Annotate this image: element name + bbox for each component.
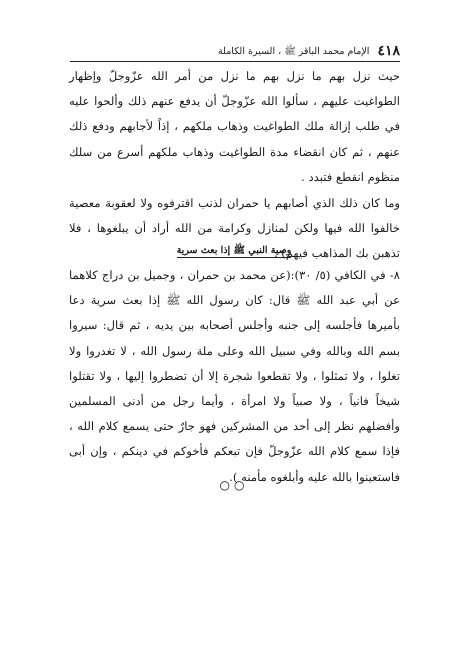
page-number: ٤١٨ [377, 43, 400, 59]
page-header [70, 41, 400, 59]
section-heading [0, 245, 468, 257]
paragraph-1: حيث نزل بهم ما نزل بهم ما نزل من أمر الله عزّوجلّ وإظهار الطواغيت عليهم ، سألوا الله عزّوجلّ أن يدفع عنهم ذلك وألحوا عليه في طلب إزالة ملك الطواغيت وذهاب ملكهم ، إذاً لأجابهم ودفع ذلك عنهم ، ثم كان انقضاء مدة الطواغيت وذهاب ملكهم أسرع من سلك منظوم انقطع فتبدد . [69, 69, 400, 184]
paragraph-3: ٨- في الكافي (٥/ ٣٠):(عن محمد بن حمران ، وجميل بن دراج كلاهما عن أبي عبد الله ﷺ قال: كان رسول الله ﷺ إذا بعث سرية دعا بأميرها فأجلسه إلى جنبه وأجلس أصحابه بين يديه ، ثم قال: سيروا بسم الله وبالله وفي سبيل الله وعلى ملة رسول الله ، لا تغدروا ولا تغلوا ، ولا تمثلوا ، ولا تقطعوا شجرة إلا أن تضطروا إليها ، ولا تقتلوا شيخاً فانياً ، ولا صبياً ولا امرأة ، وأيما رجل من أدنى المسلمين وأفضلهم نظر إلى أحد من المشركين فهو جارٌ حتى يسمع كلام الله ، فإذا سمع كلام الله عزّوجلّ فإن تبعكم فأخوكم في دينكم ، وإن أبى فاستعينوا بالله عليه وأبلغوه مأمنه ). [69, 268, 400, 484]
end-ornament: ○○ [219, 478, 249, 492]
running-title: الإمام محمد الباقر ﷺ ، السيرة الكاملة [217, 46, 370, 57]
header-divider [70, 61, 400, 62]
section-heading-text: وصية النبي ﷺ إذا بعث سرية [176, 245, 292, 256]
paragraph-2: وما كان ذلك الذي أصابهم يا حمران لذنب اقترفوه ولا لعقوبة معصية خالفوا الله فيها ولكن لمنازل وكرامة من الله أراد أن يبلغوها ، فلا تذهبن بك المذاهب فيهم) . [69, 196, 400, 261]
